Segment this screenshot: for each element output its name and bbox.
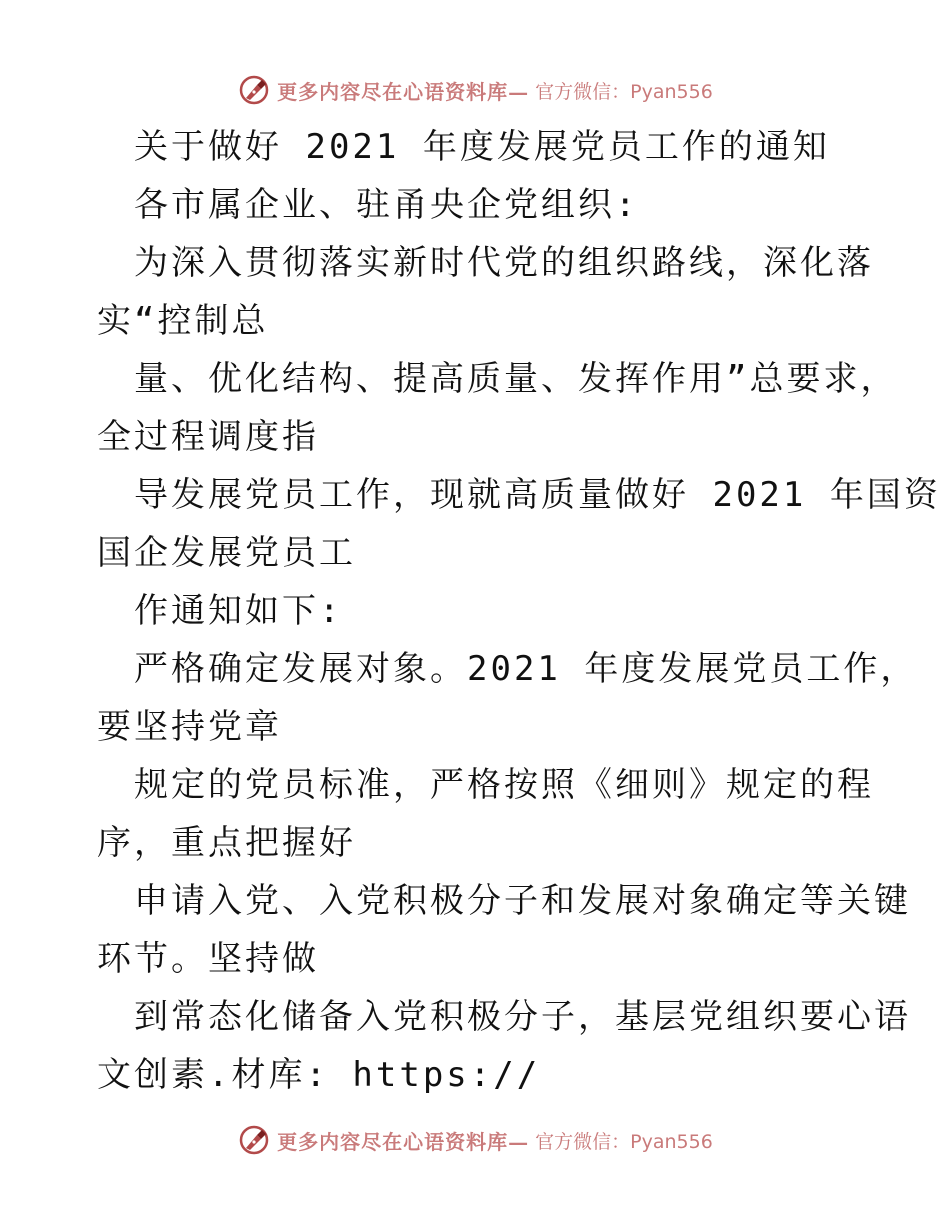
paragraph-line: 规定的党员标准，严格按照《细则》规定的程 [134,765,874,805]
paragraph-line: 申请入党、入党积极分子和发展对象确定等关键 [134,881,911,921]
paragraph-line: 导发展党员工作，现就高质量做好 2021 年国资 [134,475,941,515]
salutation-line: 各市属企业、驻甬央企党组织: [134,185,639,225]
header-watermark-banner [0,70,950,110]
watermark-wechat-text: 官方微信：Pyan556 [535,80,713,103]
pen-nib-logo-icon [237,73,271,107]
paragraph-line: 量、优化结构、提高质量、发挥作用”总要求， [134,359,898,399]
paragraph-line: 要坚持党章 [97,707,282,747]
paragraph-line: 实“控制总 [97,301,269,341]
paragraph-line: 环节。坚持做 [97,939,319,979]
watermark-brand-text: 更多内容尽在心语资料库— [277,1129,530,1154]
document-title: 关于做好 2021 年度发展党员工作的通知 [134,127,830,167]
paragraph-line: 严格确定发展对象。2021 年度发展党员工作， [134,649,918,689]
pen-nib-logo-icon [237,1123,271,1157]
watermark-wechat-text: 官方微信：Pyan556 [535,1130,713,1153]
paragraph-line: 序，重点把握好 [97,823,356,863]
paragraph-line: 作通知如下: [134,591,343,631]
paragraph-line: 国企发展党员工 [97,533,356,573]
paragraph-line: 为深入贯彻落实新时代党的组织路线，深化落 [134,243,874,283]
paragraph-line: 全过程调度指 [97,417,319,457]
watermark-brand-text: 更多内容尽在心语资料库— [277,79,530,104]
footer-watermark-banner [0,1120,950,1160]
paragraph-line: 到常态化储备入党积极分子，基层党组织要心语 [134,997,911,1037]
paragraph-line: 文创素.材库: https:// [97,1055,541,1095]
